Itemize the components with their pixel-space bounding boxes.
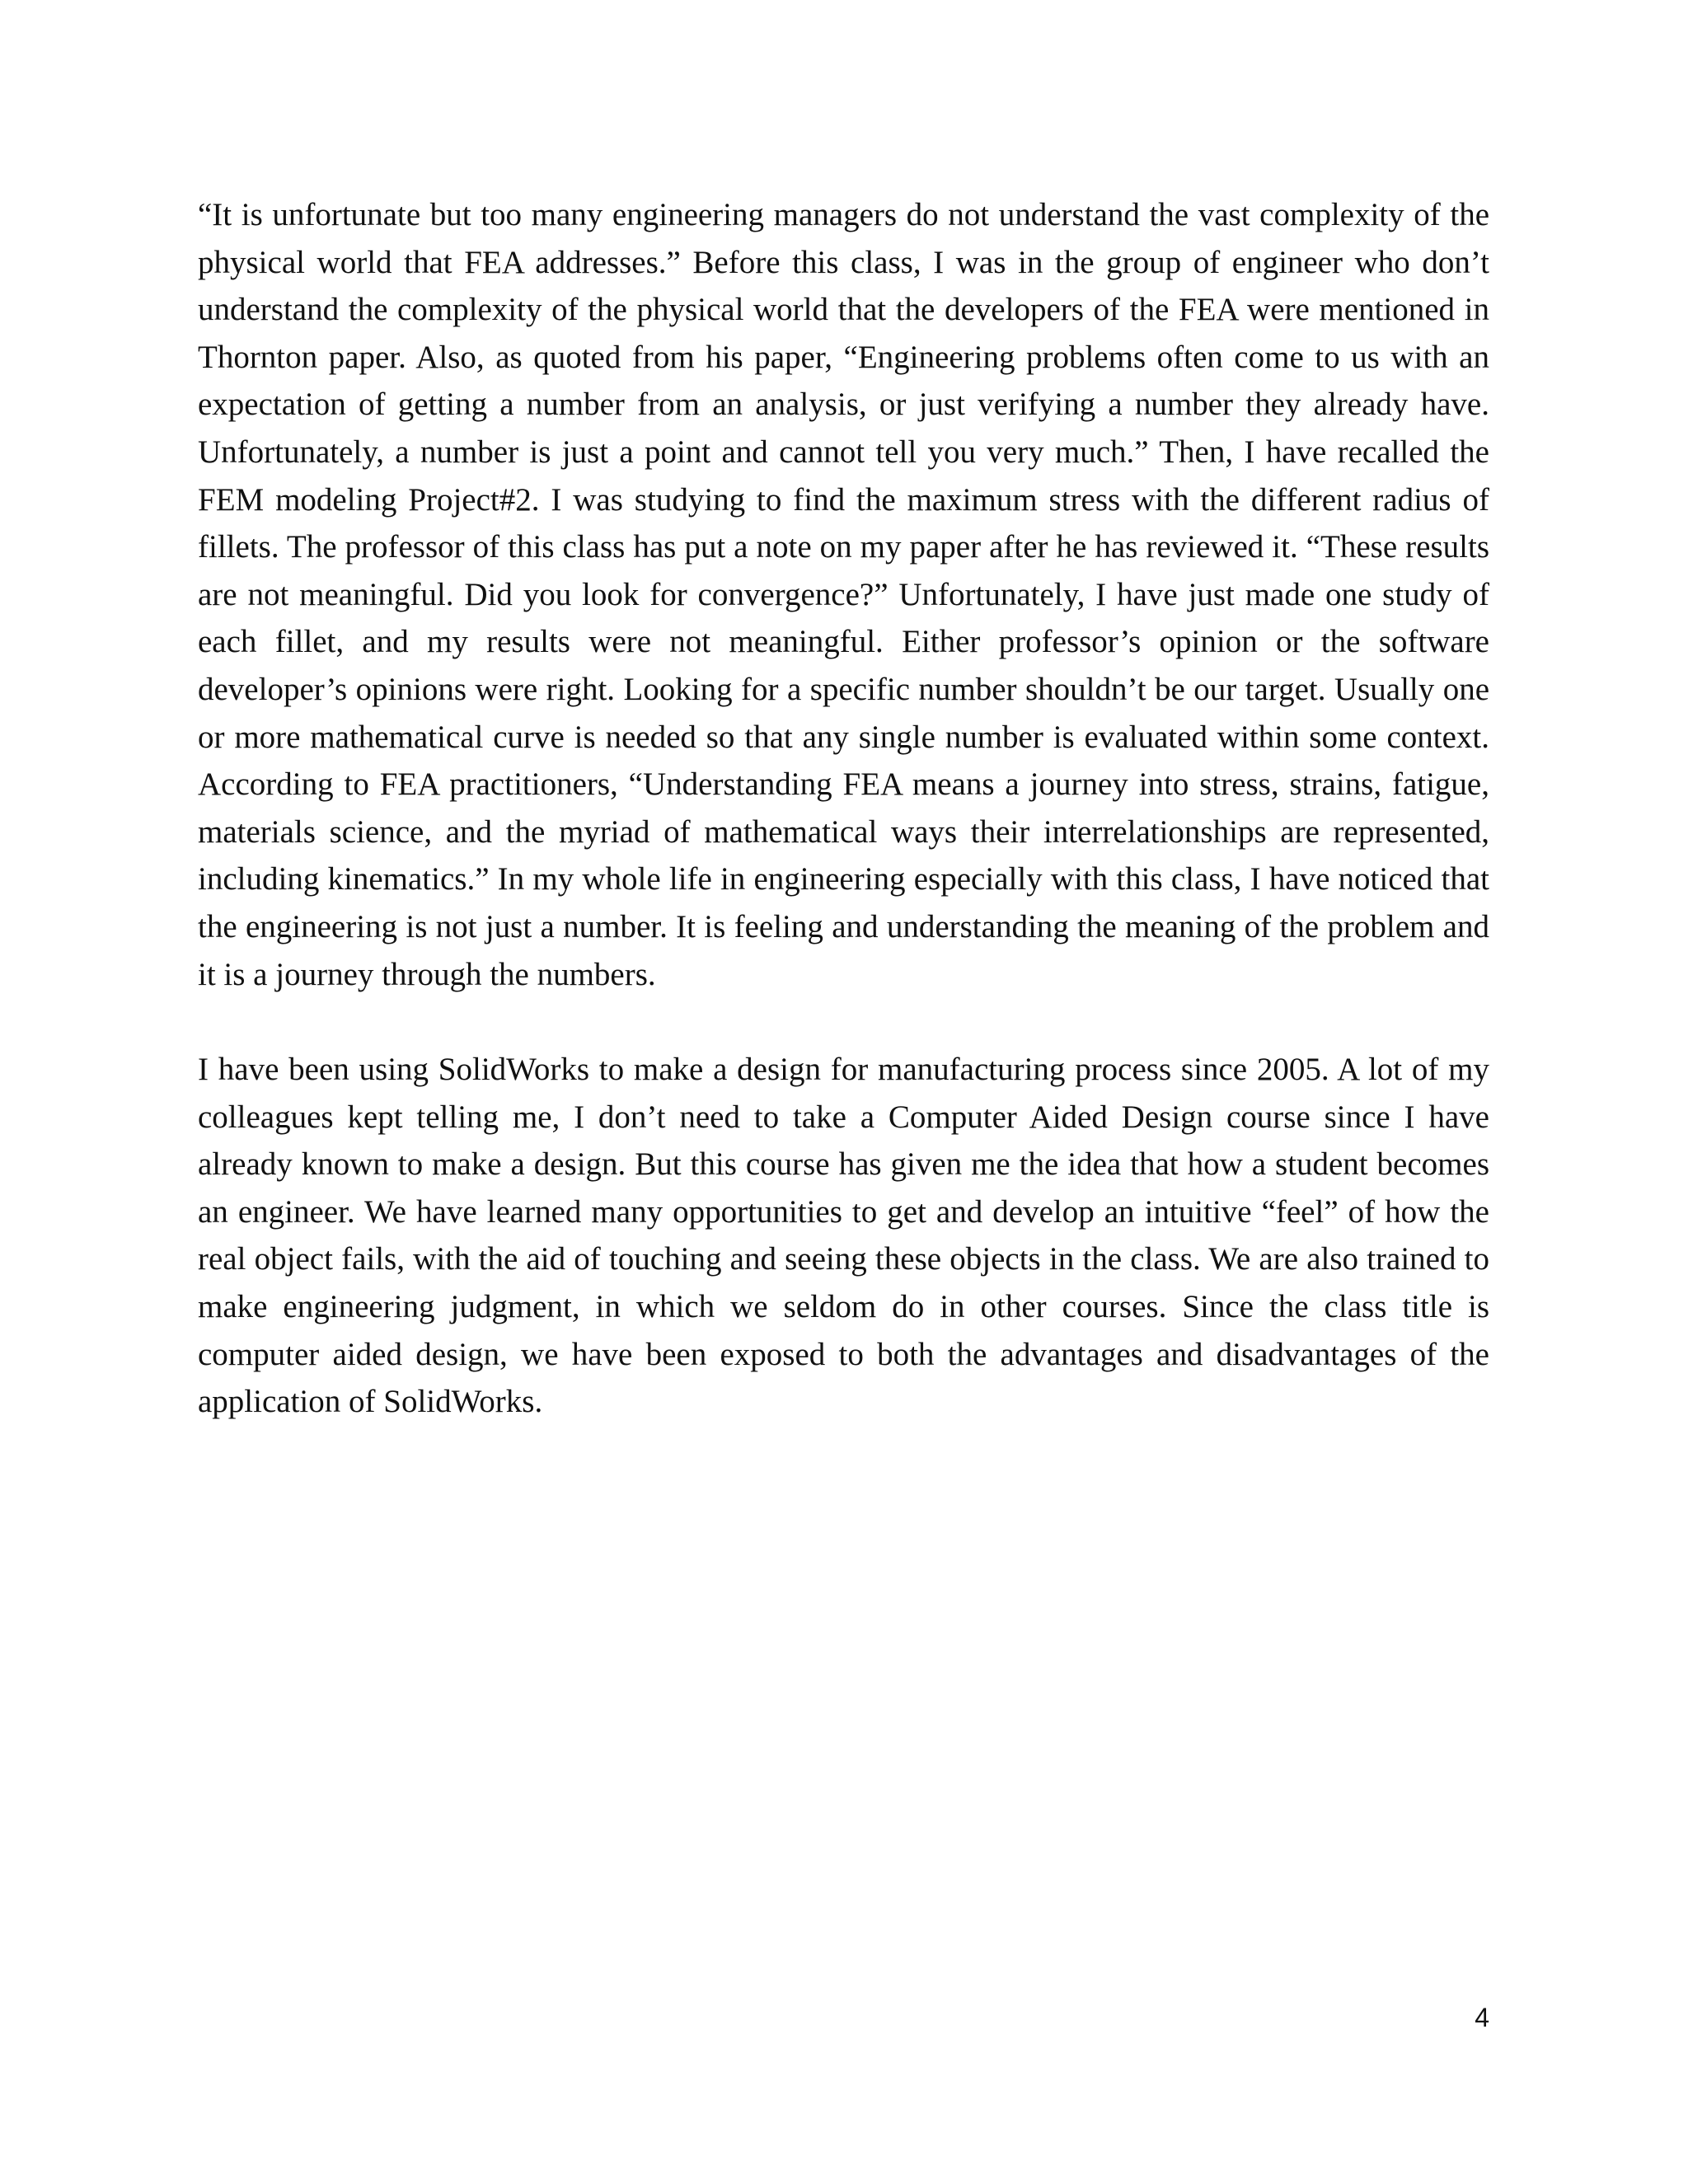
- paragraph-solidworks-experience: I have been using SolidWorks to make a design for manufacturing process since 2005. A lot of my colleagues kept telling me, I don’t need to take a Computer Aided Design course since I have already known to make a design. But this course has given me the idea that how a student becomes an engineer. We have learned many opportunities to get and develop an intuitive “feel” of how the real object fails, with the aid of touching and seeing these objects in the class. We are also trained to make engineering judgment, in which we seldom do in other courses. Since the class title is computer aided design, we have been exposed to both the advantages and disadvantages of the application of SolidWorks.: [198, 1052, 1489, 1420]
- page-number: 4: [1475, 2003, 1489, 2032]
- body-text: [198, 191, 1489, 1426]
- paragraph-fea-reflection: “It is unfortunate but too many engineering managers do not understand the vast complexity of the physical world that FEA addresses.” Before this class, I was in the group of engineer who don’t understand the complexity of the physical world that the developers of the FEA were mentioned in Thornton paper. Also, as quoted from his paper, “Engineering problems often come to us with an expectation of getting a number from an analysis, or just verifying a number they already have. Unfortunately, a number is just a point and cannot tell you very much.” Then, I have recalled the FEM modeling Project#2. I was studying to find the maximum stress with the different radius of fillets. The professor of this class has put a note on my paper after he has reviewed it. “These results are not meaningful. Did you look for convergence?” Unfortunately, I have just made one study of each fillet, and my results were not meaningful. Either professor’s opinion or the software developer’s opinions were right. Looking for a specific number shouldn’t be our target. Usually one or more mathematical curve is needed so that any single number is evaluated within some context. According to FEA practitioners, “Understanding FEA means a journey into stress, strains, fatigue, materials science, and the myriad of mathematical ways their interrelationships are represented, including kinematics.” In my whole life in engineering especially with this class, I have noticed that the engineering is not just a number. It is feeling and understanding the meaning of the problem and it is a journey through the numbers.: [198, 197, 1489, 992]
